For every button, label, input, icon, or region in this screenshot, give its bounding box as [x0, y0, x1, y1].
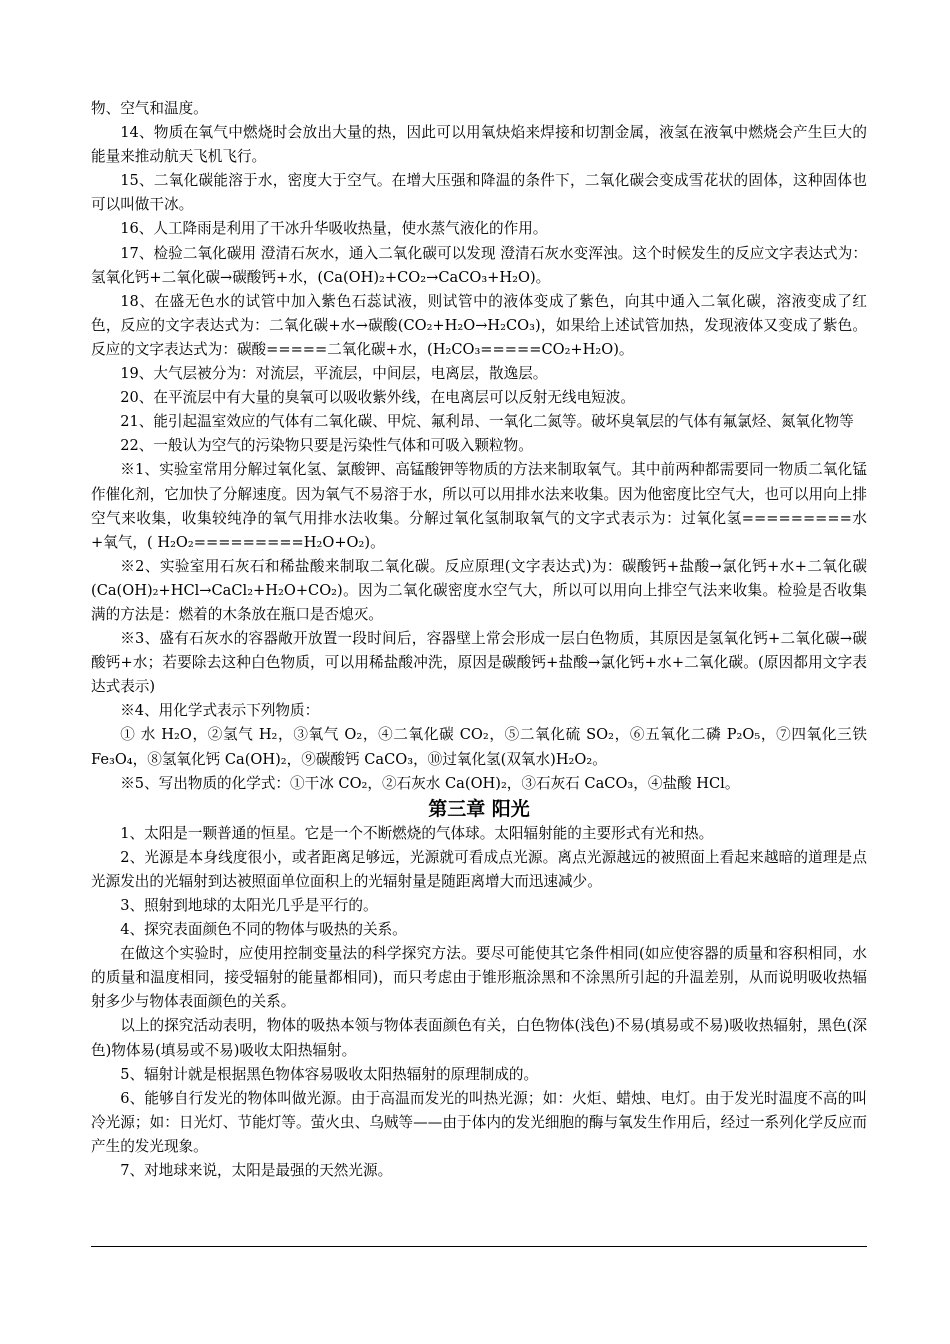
chapter-paragraph-4-conclusion: 以上的探究活动表明，物体的吸热本领与物体表面颜色有关，白色物体(浅色)不易(填易或不易)吸收热辐射，黑色(深色)物体易(填易或不易)吸收太阳热辐射。: [91, 1017, 867, 1059]
footer-rule: [91, 1246, 867, 1247]
paragraph-16: 16、人工降雨是利用了干冰升华吸收热量，使水蒸气液化的作用。: [120, 220, 548, 238]
paragraph-18: 18、在盛无色水的试管中加入紫色石蕊试液，则试管中的液体变成了紫色，向其中通入二氧化碳，溶液变成了红色，反应的文字表达式为：二氧化碳+水→碳酸(CO₂+H₂O→H₂CO₃)，如果给上述试管加热，发现液体又变成了紫色。反应的文字表达式为：碳酸=====二氧化碳+水，(H₂CO₃=====CO₂+H₂O)。: [91, 292, 867, 358]
paragraph-17: 17、检验二氧化碳用 澄清石灰水，通入二氧化碳可以发现 澄清石灰水变浑浊。这个时候发生的反应文字表达式为：氢氧化钙+二氧化碳→碳酸钙+水，(Ca(OH)₂+CO₂→CaCO₃+H₂O)。: [91, 244, 867, 286]
note-2: ※2、实验室用石灰石和稀盐酸来制取二氧化碳。反应原理(文字表达式)为：碳酸钙+盐酸→氯化钙+水+二氧化碳(Ca(OH)₂+HCl→CaCl₂+H₂O+CO₂)。因为二氧化碳密度水空气大，所以可以用向上排空气法来收集。检验是否收集满的方法是：燃着的木条放在瓶口是否熄灭。: [91, 557, 867, 623]
chapter-paragraph-7: 7、对地球来说，太阳是最强的天然光源。: [120, 1162, 393, 1180]
paragraph-22: 22、一般认为空气的污染物只要是污染性气体和可吸入颗粒物。: [120, 437, 533, 455]
note-4: ※4、用化学式表示下列物质：: [120, 702, 320, 720]
note-5: ※5、写出物质的化学式：①干冰 CO₂，②石灰水 Ca(OH)₂，③石灰石 CaCO₃，④盐酸 HCl。: [120, 774, 740, 792]
chapter-paragraph-4-experiment: 在做这个实验时，应使用控制变量法的科学探究方法。要尽可能使其它条件相同(如应使容器的质量和容积相同，水的质量和温度相同，接受辐射的能量都相同)，而只考虑由于锥形瓶涂黑和不涂黑所引起的升温差别，从而说明吸收热辐射多少与物体表面颜色的关系。: [91, 945, 867, 1011]
paragraph-15: 15、二氧化碳能溶于水，密度大于空气。在增大压强和降温的条件下，二氧化碳会变成雪花状的固体，这种固体也可以叫做干冰。: [91, 172, 867, 214]
note-1: ※1、实验室常用分解过氧化氢、氯酸钾、高锰酸钾等物质的方法来制取氧气。其中前两种都需要同一物质二氧化锰作催化剂，它加快了分解速度。因为氧气不易溶于水，所以可以用排水法来收集。因为他密度比空气大，也可以用向上排空气来收集，收集较纯净的氧气用排水法收集。分解过氧化氢制取氧气的文字式表示为：过氧化氢=========水+氧气，( H₂O₂=========H₂O+O₂)。: [91, 461, 867, 551]
chapter-paragraph-4: 4、探究表面颜色不同的物体与吸热的关系。: [120, 921, 407, 939]
paragraph-19: 19、大气层被分为：对流层，平流层，中间层，电离层，散逸层。: [120, 365, 548, 383]
document-page: [91, 97, 867, 1183]
chapter-paragraph-1: 1、太阳是一颗普通的恒星。它是一个不断燃烧的气体球。太阳辐射能的主要形式有光和热。: [120, 824, 714, 842]
note-3: ※3、盛有石灰水的容器敞开放置一段时间后，容器壁上常会形成一层白色物质，其原因是氢氧化钙+二氧化碳→碳酸钙+水；若要除去这种白色物质，可以用稀盐酸冲洗，原因是碳酸钙+盐酸→氯化钙+水+二氧化碳。(原因都用文字表达式表示): [91, 630, 867, 696]
paragraph-20: 20、在平流层中有大量的臭氧可以吸收紫外线，在电离层可以反射无线电短波。: [120, 389, 635, 407]
paragraph-0: 物、空气和温度。: [91, 100, 208, 117]
note-4-formulas: ① 水 H₂O，②氢气 H₂，③氧气 O₂，④二氧化碳 CO₂，⑤二氧化硫 SO₂，⑥五氧化二磷 P₂O₅，⑦四氧化三铁 Fe₃O₄，⑧氢氧化钙 Ca(OH)₂，⑨碳酸钙 CaCO₃，⑩过氧化氢(双氧水)H₂O₂。: [91, 726, 867, 768]
paragraph-21: 21、能引起温室效应的气体有二氧化碳、甲烷、氟利昂、一氧化二氮等。破坏臭氧层的气体有氟氯烃、氮氧化物等: [120, 413, 854, 431]
chapter-paragraph-3: 3、照射到地球的太阳光几乎是平行的。: [120, 897, 378, 914]
paragraph-14: 14、物质在氧气中燃烧时会放出大量的热，因此可以用氧炔焰来焊接和切割金属，液氢在液氧中燃烧会产生巨大的能量来推动航天飞机飞行。: [91, 124, 867, 166]
chapter-paragraph-6: 6、能够自行发光的物体叫做光源。由于高温而发光的叫热光源；如：火炬、蜡烛、电灯。由于发光时温度不高的叫冷光源；如：日光灯、节能灯等。萤火虫、乌贼等——由于体内的发光细胞的酶与氧发生作用后，经过一系列化学反应而产生的发光现象。: [91, 1089, 867, 1155]
chapter-title: 第三章 阳光: [428, 797, 530, 820]
chapter-paragraph-2: 2、光源是本身线度很小，或者距离足够远，光源就可看成点光源。离点光源越远的被照面上看起来越暗的道理是点光源发出的光辐射到达被照面单位面积上的光辐射量是随距离增大而迅速减少。: [91, 848, 867, 890]
chapter-paragraph-5: 5、辐射计就是根据黑色物体容易吸收太阳热辐射的原理制成的。: [120, 1065, 539, 1083]
